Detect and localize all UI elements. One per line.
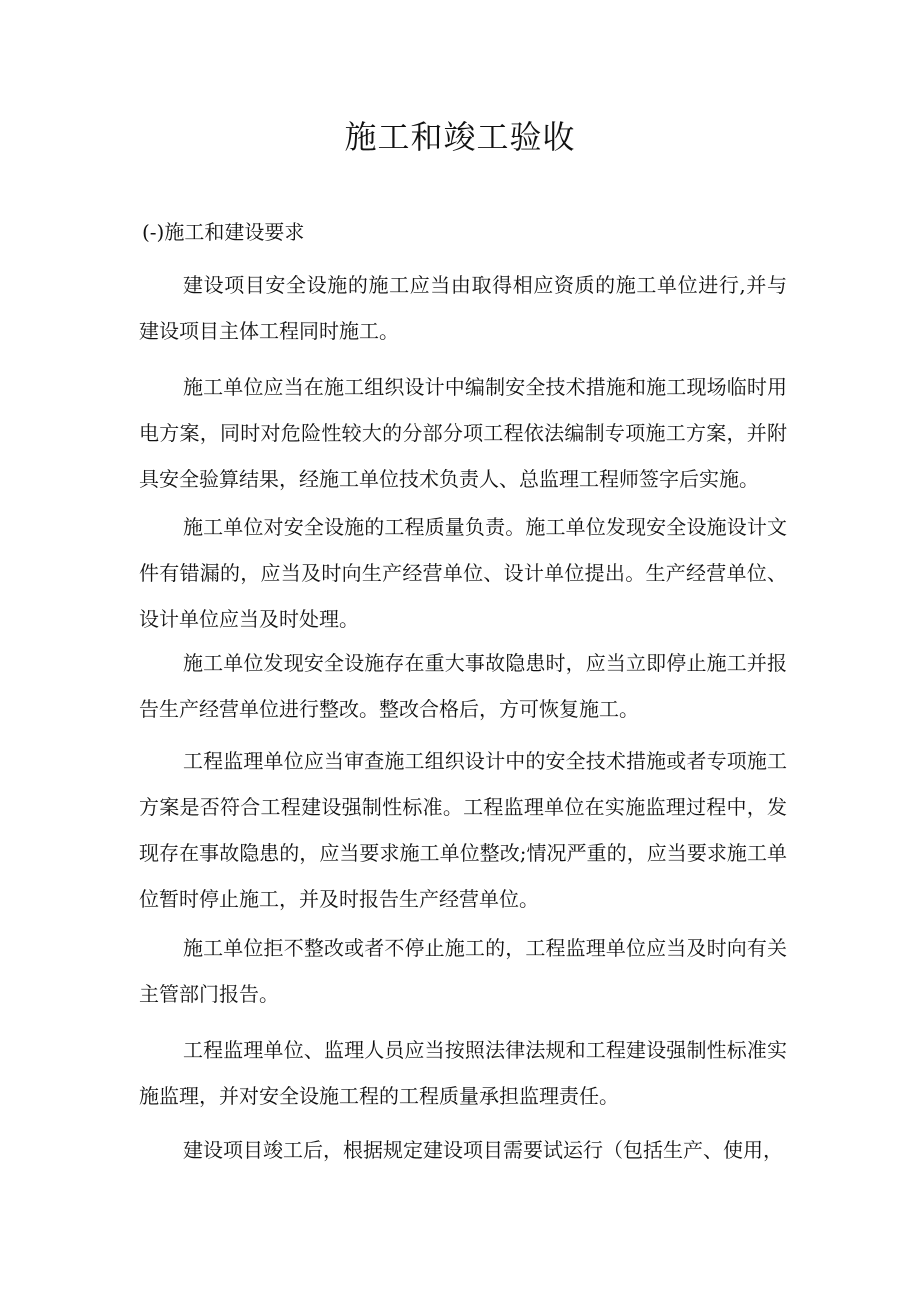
paragraph-7: 工程监理单位、监理人员应当按照法律法规和工程建设强制性标准实施监理，并对安全设施工程的工程质量承担监理责任。 (139, 1038, 787, 1108)
paragraph-8: 建设项目竣工后，根据规定建设项目需要试运行（包括生产、使用， (183, 1138, 783, 1162)
paragraph-6: 施工单位拒不整改或者不停止施工的，工程监理单位应当及时向有关主管部门报告。 (139, 936, 787, 1006)
paragraph-5: 工程监理单位应当审查施工组织设计中的安全技术措施或者专项施工方案是否符合工程建设强制性标准。工程监理单位在实施监理过程中，发现存在事故隐患的，应当要求施工单位整改;情况严重的，应当要求施工单位暂时停止施工，并及时报告生产经营单位。 (139, 749, 787, 911)
paragraph-2: 施工单位应当在施工组织设计中编制安全技术措施和施工现场临时用电方案，同时对危险性较大的分部分项工程依法编制专项施工方案，并附具安全验算结果，经施工单位技术负责人、总监理工程师签字后实施。 (139, 375, 787, 491)
document-title: 施工和竣工验收 (344, 118, 576, 156)
section-heading: (-)施工和建设要求 (142, 220, 305, 244)
paragraph-4: 施工单位发现安全设施存在重大事故隐患时，应当立即停止施工并报告生产经营单位进行整改。整改合格后，方可恢复施工。 (139, 651, 787, 721)
paragraph-1: 建设项目安全设施的施工应当由取得相应资质的施工单位进行,并与建设项目主体工程同时施工。 (139, 273, 787, 343)
paragraph-3: 施工单位对安全设施的工程质量负责。施工单位发现安全设施设计文件有错漏的，应当及时向生产经营单位、设计单位提出。生产经营单位、设计单位应当及时处理。 (139, 515, 787, 631)
